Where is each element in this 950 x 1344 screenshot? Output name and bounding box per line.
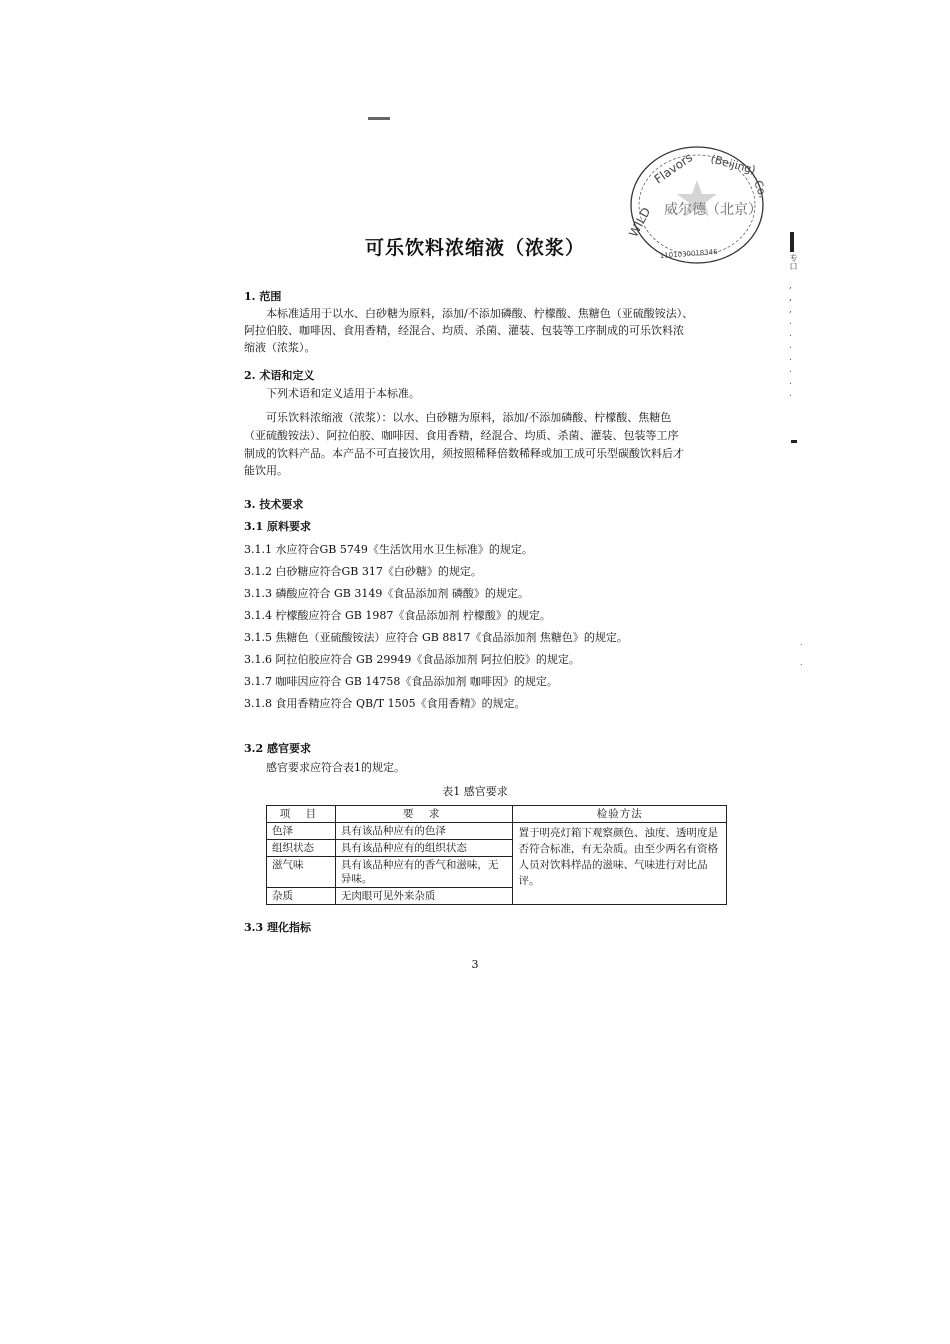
row-item: 色泽 xyxy=(267,823,336,840)
page-number: 3 xyxy=(471,958,479,971)
section-1-line-2: 阿拉伯胶、咖啡因、食用香精，经混合、均质、杀菌、灌装、包装等工序制成的可乐饮料浓 xyxy=(244,324,684,337)
margin-dots: , , , . . . . . . . xyxy=(789,281,792,399)
test-method-cell: 置于明亮灯箱下观察颜色、浊度、透明度是否符合标准，有无杂质。由至少两名有资格人员对饮料样品的滋味、气味进行对比品评。 xyxy=(513,823,727,905)
section-1-line-1: 本标准适用于以水、白砂糖为原料，添加/不添加磷酸、柠檬酸、焦糖色（亚硫酸铵法）、 xyxy=(266,307,694,320)
section-2-line-3: 制成的饮料产品。本产品不可直接饮用，须按照稀释倍数稀释或加工成可乐型碳酸饮料后才 xyxy=(244,447,684,460)
svg-text:Flavors: Flavors xyxy=(651,150,696,187)
row-item: 滋气味 xyxy=(267,857,336,888)
header-requirement: 要 求 xyxy=(335,806,513,823)
section-2-line-4: 能饮用。 xyxy=(244,464,288,477)
svg-text:威尔德（北京）: 威尔德（北京） xyxy=(664,202,762,218)
section-2-heading: 2. 术语和定义 xyxy=(244,369,315,382)
table-header-row xyxy=(267,806,727,823)
clause-3-1-3: 3.1.3 磷酸应符合 GB 3149《食品添加剂 磷酸》的规定。 xyxy=(244,587,529,600)
svg-text:WILD: WILD xyxy=(626,205,654,240)
sensory-requirements-table xyxy=(266,805,727,905)
section-3-3-heading: 3.3 理化指标 xyxy=(244,921,311,934)
svg-text:1101030018346: 1101030018346 xyxy=(659,247,718,260)
row-requirement: 具有该品种应有的色泽 xyxy=(335,823,513,840)
section-3-heading: 3. 技术要求 xyxy=(244,498,304,511)
clause-3-1-8: 3.1.8 食用香精应符合 QB/T 1505《食用香精》的规定。 xyxy=(244,697,526,710)
document-title: 可乐饮料浓缩液（浓浆） xyxy=(364,237,585,259)
margin-note: 专口 xyxy=(789,254,798,270)
section-3-2-intro: 感官要求应符合表1的规定。 xyxy=(266,761,405,774)
svg-text:Co.: Co. xyxy=(751,178,770,200)
header-item: 项 目 xyxy=(267,806,336,823)
margin-mark xyxy=(791,440,797,443)
section-3-2-heading: 3.2 感官要求 xyxy=(244,742,311,755)
margin-dots-lower: . . xyxy=(800,638,803,667)
section-2-line-2: （亚硫酸铵法）、阿拉伯胶、咖啡因、食用香精，经混合、均质、杀菌、灌装、包装等工序 xyxy=(244,429,679,442)
svg-text:(Beijing): (Beijing) xyxy=(709,152,758,177)
clause-3-1-7: 3.1.7 咖啡因应符合 GB 14758《食品添加剂 咖啡因》的规定。 xyxy=(244,675,558,688)
section-1-line-3: 缩液（浓浆）。 xyxy=(244,341,316,354)
scan-smudge xyxy=(368,117,390,120)
clause-3-1-2: 3.1.2 白砂糖应符合GB 317《白砂糖》的规定。 xyxy=(244,565,482,578)
section-1-heading: 1. 范围 xyxy=(244,290,282,303)
clause-3-1-4: 3.1.4 柠檬酸应符合 GB 1987《食品添加剂 柠檬酸》的规定。 xyxy=(244,609,551,622)
section-3-1-heading: 3.1 原料要求 xyxy=(244,520,311,533)
section-2-line-1: 可乐饮料浓缩液（浓浆）：以水、白砂糖为原料，添加/不添加磷酸、柠檬酸、焦糖色 xyxy=(266,411,672,424)
clause-3-1-1: 3.1.1 水应符合GB 5749《生活饮用水卫生标准》的规定。 xyxy=(244,543,533,556)
row-requirement: 无肉眼可见外来杂质 xyxy=(335,888,513,905)
clause-3-1-6: 3.1.6 阿拉伯胶应符合 GB 29949《食品添加剂 阿拉伯胶》的规定。 xyxy=(244,653,580,666)
row-requirement: 具有该品种应有的香气和滋味，无异味。 xyxy=(335,857,513,888)
table-1-caption: 表1 感官要求 xyxy=(442,785,508,798)
row-requirement: 具有该品种应有的组织状态 xyxy=(335,840,513,857)
header-test-method: 检验方法 xyxy=(513,806,727,823)
clause-3-1-5: 3.1.5 焦糖色（亚硫酸铵法）应符合 GB 8817《食品添加剂 焦糖色》的规定。 xyxy=(244,631,628,644)
row-item: 组织状态 xyxy=(267,840,336,857)
row-item: 杂质 xyxy=(267,888,336,905)
table-row xyxy=(267,823,727,840)
section-2-intro: 下列术语和定义适用于本标准。 xyxy=(266,387,420,400)
